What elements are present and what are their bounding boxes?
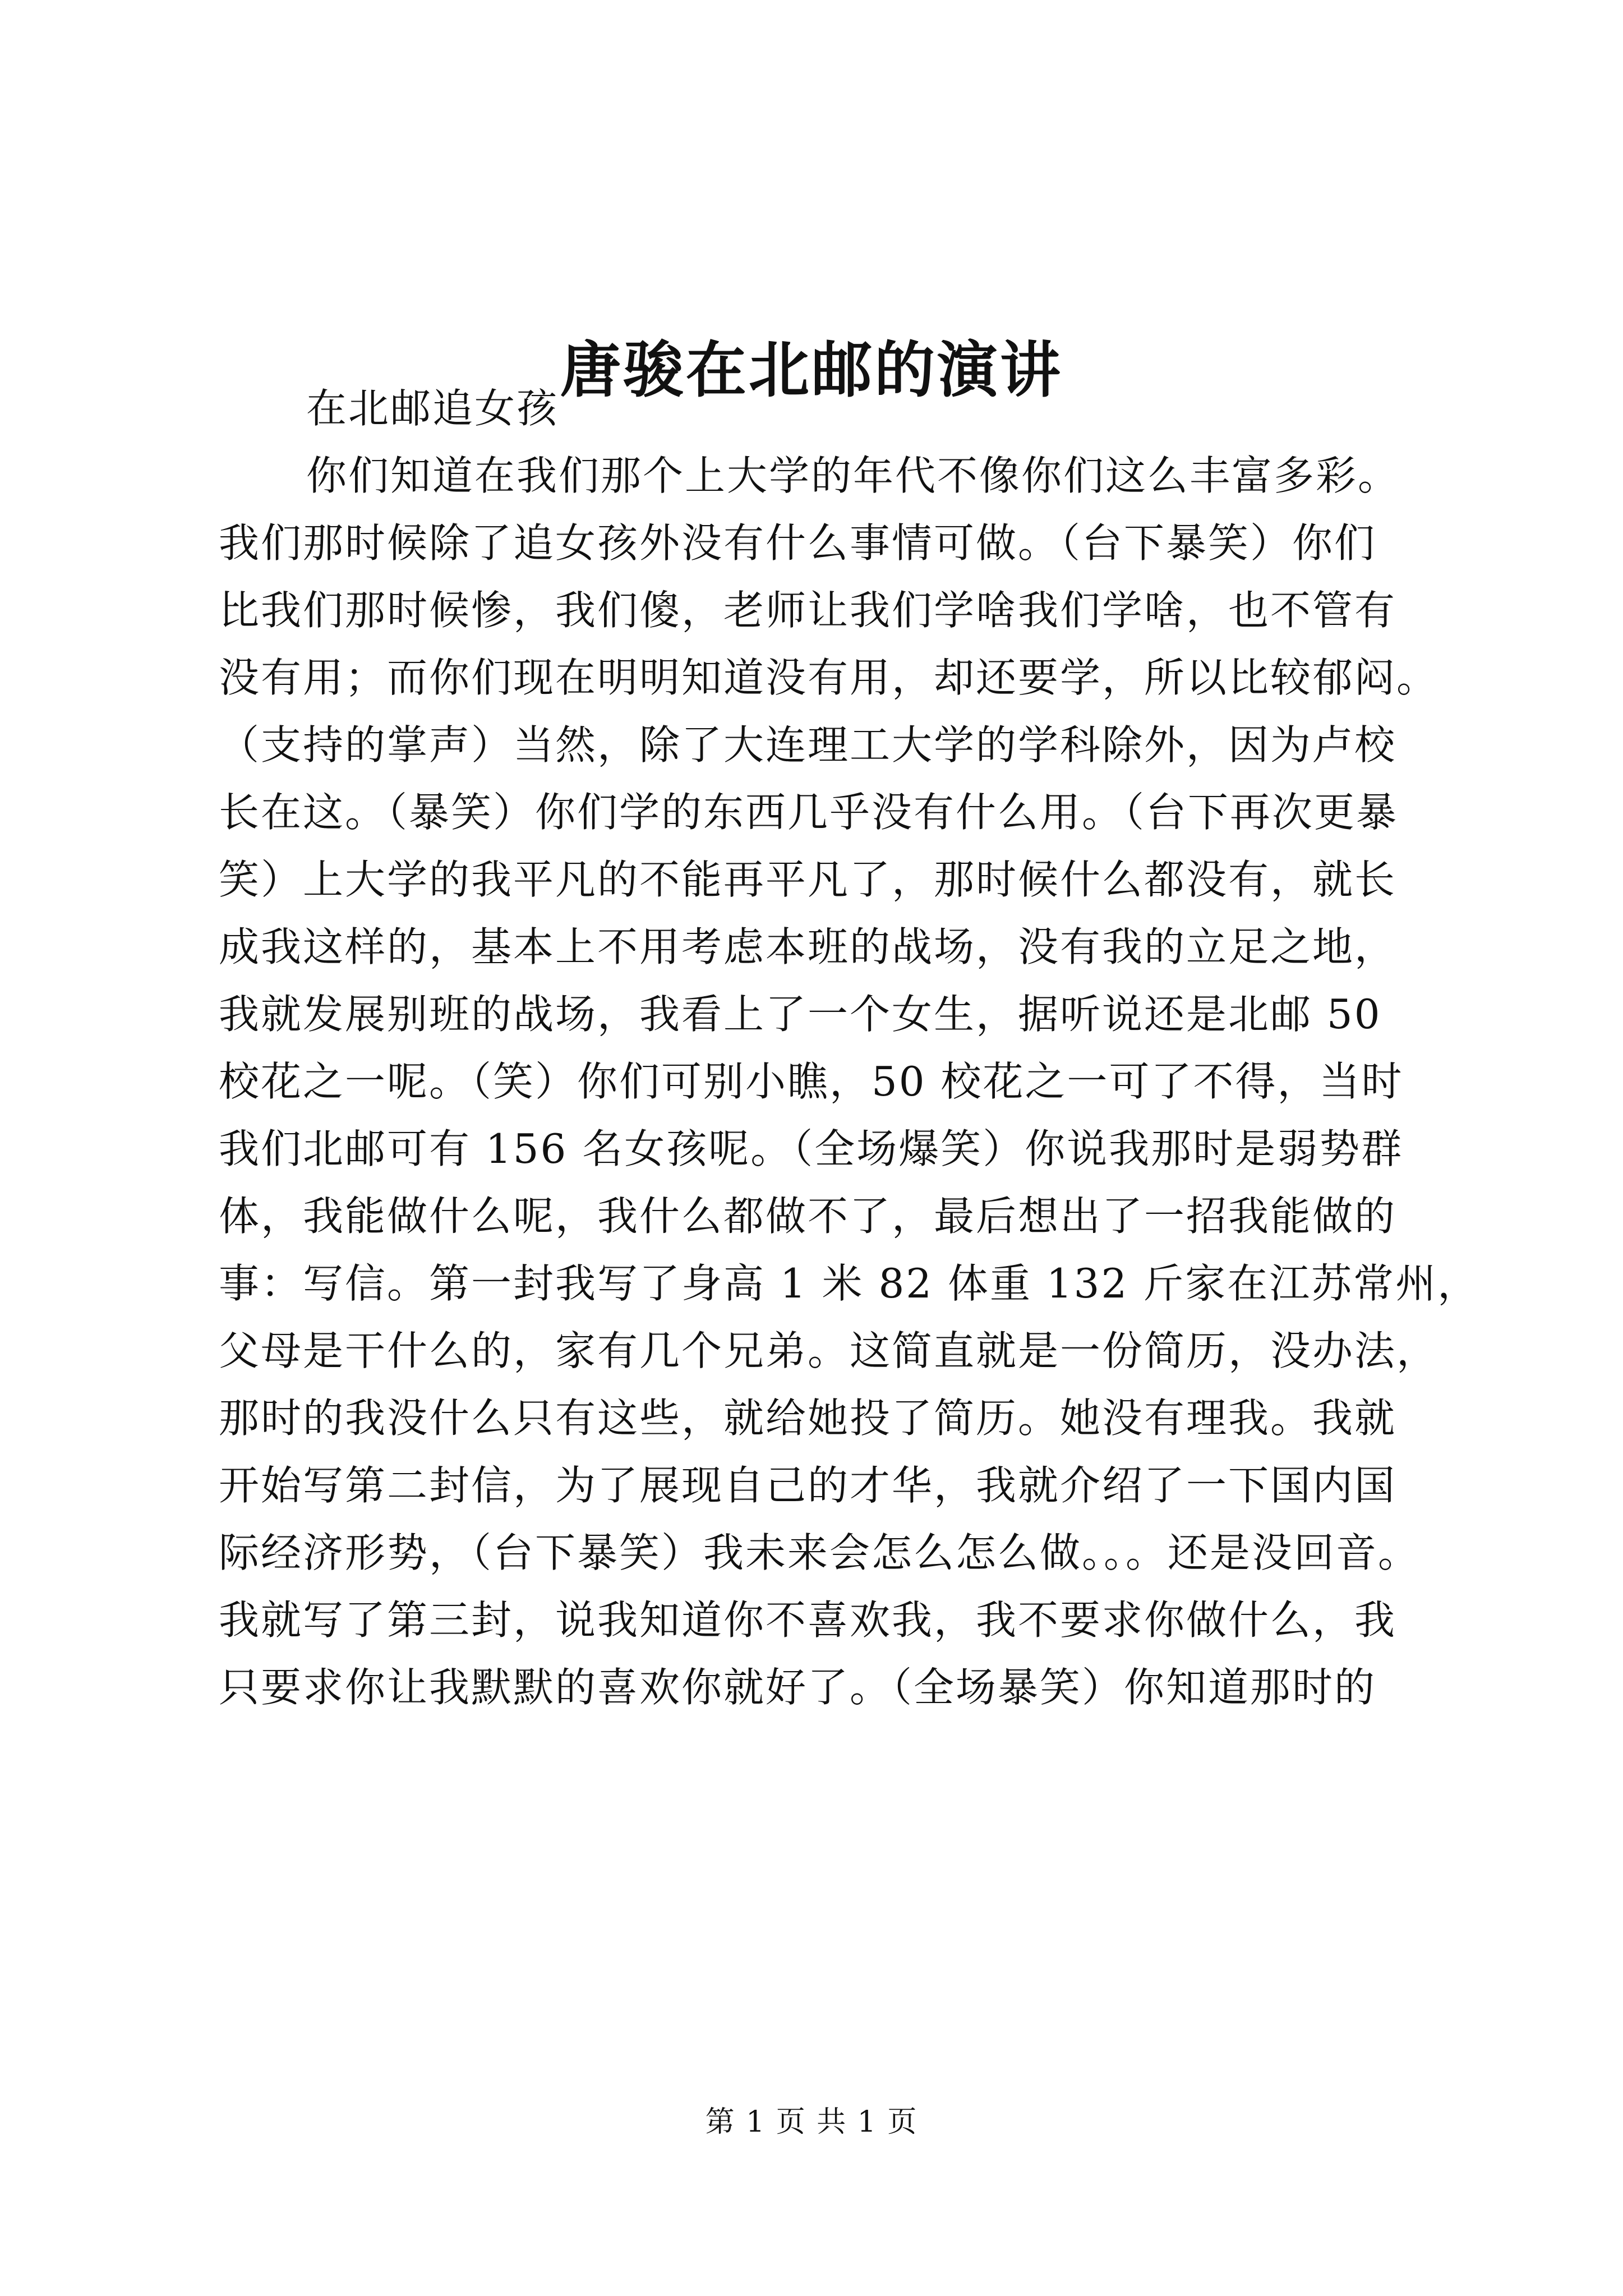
paragraph-line: 事：写信。第一封我写了身高 1 米 82 体重 132 斤家在江苏常州， (219, 1260, 1480, 1307)
paragraph-line: 我就写了第三封，说我知道你不喜欢我，我不要求你做什么，我 (219, 1596, 1397, 1644)
paragraph-line: 长在这。（暴笑）你们学的东西几乎没有什么用。（台下再次更暴 (219, 789, 1399, 836)
paragraph-line: 校花之一呢。（笑）你们可别小瞧，50 校花之一可了不得，当时 (219, 1058, 1404, 1105)
paragraph-line: 我们那时候除了追女孩外没有什么事情可做。（台下暴笑）你们 (219, 519, 1377, 567)
paragraph-line: 那时的我没什么只有这些，就给她投了简历。她没有理我。我就 (219, 1395, 1397, 1442)
paragraph-line: （支持的掌声）当然，除了大连理工大学的学科除外，因为卢校 (219, 721, 1397, 769)
paragraph-line: 际经济形势，（台下暴笑）我未来会怎么怎么做。。。还是没回音。 (219, 1529, 1421, 1576)
paragraph-line: 父母是干什么的，家有几个兄弟。这简直就是一份简历，没办法， (219, 1327, 1439, 1374)
paragraph-line: 只要求你让我默默的喜欢你就好了。（全场暴笑）你知道那时的 (219, 1664, 1377, 1711)
document-body (219, 375, 1480, 1788)
paragraph-line: 体，我能做什么呢，我什么都做不了，最后想出了一招我能做的 (219, 1193, 1397, 1240)
paragraph-line: 我就发展别班的战场，我看上了一个女生，据听说还是北邮 50 (219, 991, 1382, 1038)
document-title: 唐骏在北邮的演讲 (560, 335, 1063, 406)
paragraph-line: 你们知道在我们那个上大学的年代不像你们这么丰富多彩。 (306, 452, 1400, 499)
paragraph-line: 开始写第二封信，为了展现自己的才华，我就介绍了一下国内国 (219, 1462, 1397, 1509)
paragraph-line: 笑）上大学的我平凡的不能再平凡了，那时候什么都没有，就长 (219, 856, 1397, 903)
paragraph-line: 没有用；而你们现在明明知道没有用，却还要学，所以比较郁闷。 (219, 654, 1439, 701)
paragraph-line: 成我这样的，基本上不用考虑本班的战场，没有我的立足之地， (219, 923, 1397, 970)
paragraph-line: 我们北邮可有 156 名女孩呢。（全场爆笑）你说我那时是弱势群 (219, 1125, 1404, 1172)
paragraph-line (219, 1721, 1413, 1788)
section-heading: 在北邮追女孩 (306, 385, 559, 432)
paragraph-line: 比我们那时候惨，我们傻，老师让我们学啥我们学啥，也不管有 (219, 587, 1397, 634)
page-footer: 第 1 页 共 1 页 (705, 2105, 918, 2139)
